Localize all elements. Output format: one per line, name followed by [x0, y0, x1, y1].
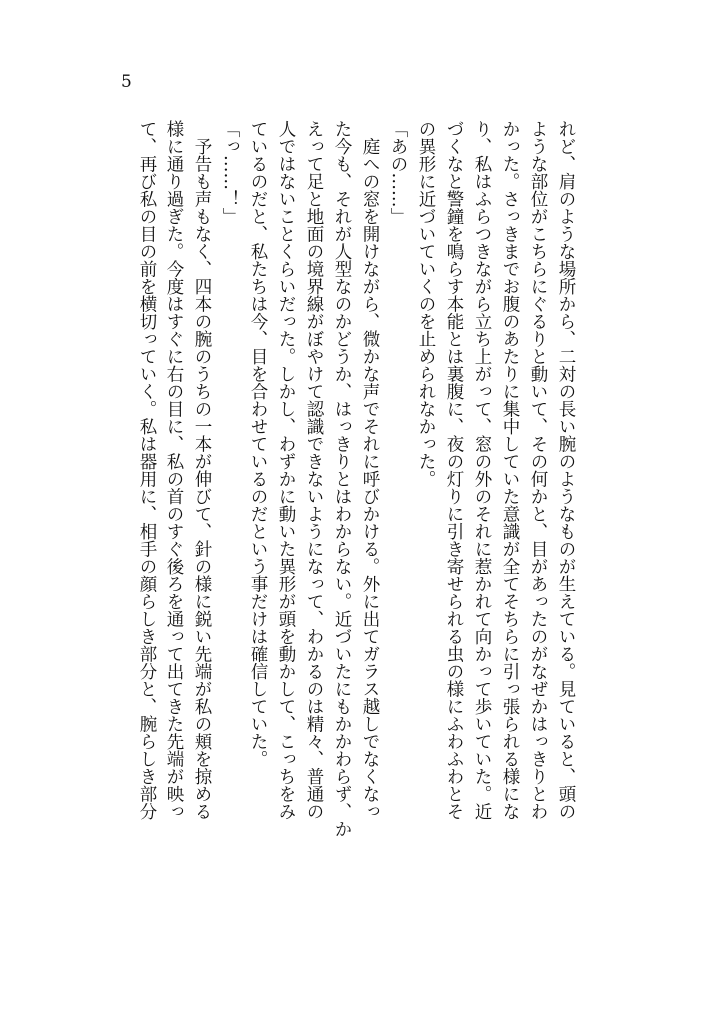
- text-line: れど、肩のような場所から、二対の長い腕のようなものが生えている。見ていると、頭の: [556, 120, 576, 820]
- page-number: 5: [121, 72, 132, 92]
- text-line: 人ではないことくらいだった。しかし、わずかに動いた異形が頭を動かして、こっちをみ: [276, 120, 296, 820]
- text-line: た今も、それが人型なのかどうか、はっきりとはわからない。近づいたにもかかわらず、か: [332, 120, 352, 838]
- text-line: づくなと警鐘を鳴らす本能とは裏腹に、夜の灯りに引き寄せられる虫の様にふわふわとそ: [444, 120, 464, 820]
- text-line: の異形に近づいていくのを止められなかった。: [416, 120, 436, 488]
- text-line: ているのだと、私たちは今、目を合わせているのだという事だけは確信していた。: [248, 120, 268, 768]
- text-line: 「あの……」: [388, 120, 408, 225]
- text-line: て、再び私の目の前を横切っていく。私は器用に、相手の顔らしき部分と、腕らしき部分: [137, 120, 157, 820]
- text-line: ような部位がこちらにぐるりと動いて、その何かと、目があったのがなぜかはっきりとわ: [528, 120, 548, 820]
- text-line: 予告も声もなく、四本の腕のうちの一本が伸びて、針の様に鋭い先端が私の頬を掠める: [192, 120, 212, 820]
- text-line: かった。さっきまでお腹のあたりに集中していた意識が全てそちらに引っ張られる様にな: [500, 120, 520, 820]
- text-line: 様に通り過ぎた。今度はすぐに右の目に、私の首のすぐ後ろを通って出てきた先端が映っ: [164, 120, 184, 820]
- text-line: り、私はふらつきながら立ち上がって、窓の外のそれに惹かれて向かって歩いていた。近: [472, 120, 492, 820]
- text-line: 庭への窓を開けながら、微かな声でそれに呼びかける。外に出てガラス越しでなくなっ: [360, 120, 380, 820]
- text-line: 「っ……！」: [220, 120, 240, 225]
- vertical-text-body: [135, 120, 575, 920]
- text-line: えって足と地面の境界線がぼやけて認識できないようになって、わかるのは精々、普通の: [304, 120, 324, 820]
